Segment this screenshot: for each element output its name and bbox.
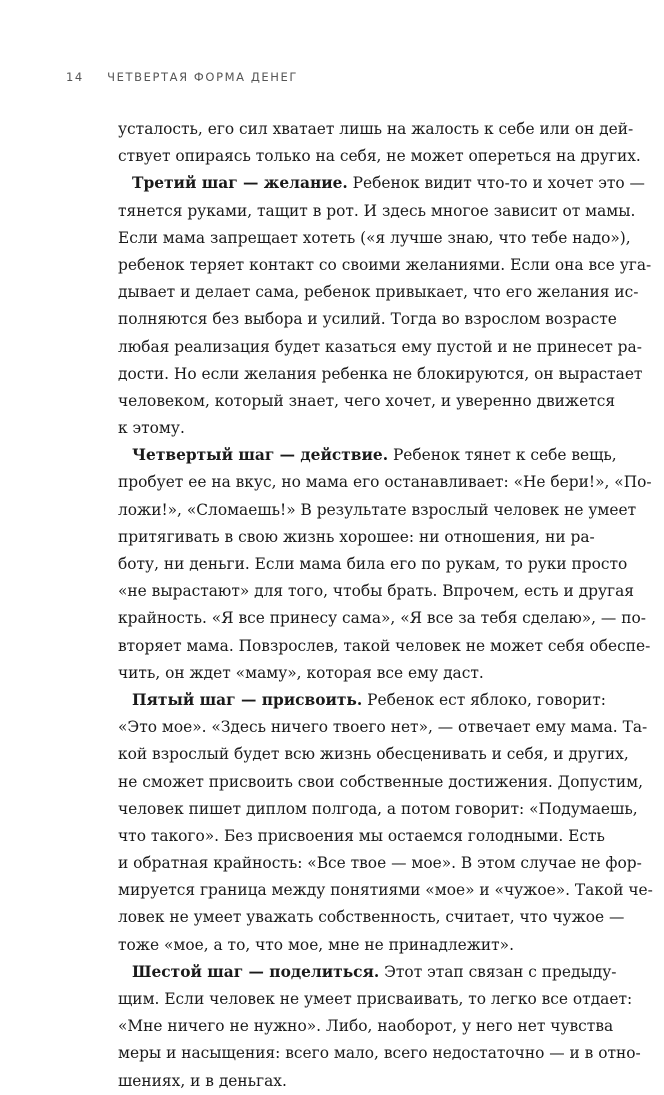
line-text: ложи!», «Сломаешь!» В результате взрослый человек не умеет <box>118 500 637 519</box>
step-heading: Пятый шаг — присвоить. <box>132 690 363 709</box>
text-line <box>118 198 636 225</box>
text-line <box>118 279 639 306</box>
line-text: ловек не умеет уважать собственность, считает, что чужое — <box>118 908 625 927</box>
chapter-title: ЧЕТВЕРТАЯ ФОРМА ДЕНЕГ <box>107 70 299 84</box>
line-text: дости. Но если желания ребенка не блокируются, он вырастает <box>118 364 643 383</box>
text-line <box>118 714 648 741</box>
line-text: усталость, его сил хватает лишь на жалость к себе или он дей- <box>118 120 634 138</box>
line-text: крайность. «Я все принесу сама», «Я все за тебя сделаю», — по- <box>118 609 646 628</box>
text-line <box>118 769 644 796</box>
text-line <box>118 932 544 959</box>
line-text: и обратная крайность: «Все твое — мое». В этом случае не фор- <box>118 854 642 873</box>
line-text: любая реализация будет казаться ему пустой и не принесет ра- <box>118 337 642 356</box>
text-line <box>118 225 631 252</box>
step-heading: Третий шаг — желание. <box>132 174 348 193</box>
line-text: меры и насыщения: всего мало, всего недостаточно — и в отно- <box>118 1044 641 1063</box>
line-text: ствует опираясь только на себя, не может опереться на других. <box>118 147 641 166</box>
text-line <box>118 497 637 524</box>
text-line <box>118 877 653 904</box>
line-text: щим. Если человек не умеет присваивать, то легко все отдает: <box>118 990 633 1008</box>
line-text: вторяет мама. Повзрослев, такой человек не может себя обеспе- <box>118 636 651 655</box>
text-line <box>118 116 634 143</box>
line-text: мируется граница между понятиями «мое» и «чужое». Такой че- <box>118 881 653 900</box>
line-text: Ребенок ест яблоко, говорит: <box>362 690 606 709</box>
text-line <box>118 442 617 469</box>
text-line <box>118 306 617 333</box>
text-line <box>118 904 625 931</box>
text-line <box>118 741 629 768</box>
text-line <box>118 524 595 551</box>
running-head <box>66 70 298 84</box>
text-line <box>118 823 605 850</box>
text-line <box>118 660 544 687</box>
line-text: «Мне ничего не нужно». Либо, наоборот, у него нет чувства <box>118 1017 614 1036</box>
line-text: чить, он ждет «маму», которая все ему даст. <box>118 663 484 682</box>
line-text: Ребенок тянет к себе вещь, <box>388 446 617 465</box>
line-text: тянется руками, тащит в рот. И здесь многое зависит от мамы. <box>118 201 636 220</box>
line-text: ребенок теряет контакт со своими желаниями. Если она все уга- <box>118 255 652 274</box>
line-text: притягивать в свою жизнь хорошее: ни отношения, ни ра- <box>118 527 595 546</box>
line-text: шениях, и в деньгах. <box>118 1071 287 1090</box>
line-text: пробует ее на вкус, но мама его останавливает: «Не бери!», «По- <box>118 473 652 492</box>
line-text: Ребенок видит что-то и хочет это — <box>347 174 645 193</box>
line-text: дывает и делает сама, ребенок привыкает, что его желания ис- <box>118 283 639 302</box>
text-line <box>118 469 652 496</box>
text-line <box>118 1040 641 1067</box>
step-heading: Шестой шаг — поделиться. <box>132 962 380 981</box>
text-line <box>118 415 544 442</box>
line-text: Если мама запрещает хотеть («я лучше знаю, что тебе надо»), <box>118 228 631 247</box>
line-text: полняются без выбора и усилий. Тогда во взрослом возрасте <box>118 310 617 329</box>
line-text: не сможет присвоить свои собственные достижения. Допустим, <box>118 772 644 791</box>
page-number: 14 <box>66 70 84 84</box>
body-text <box>118 116 653 1095</box>
text-line <box>118 1013 614 1040</box>
text-line <box>118 578 634 605</box>
text-line <box>118 1068 544 1095</box>
line-text: кой взрослый будет всю жизнь обесценивать и себя, и других, <box>118 745 629 764</box>
text-line <box>118 605 646 632</box>
text-line <box>118 143 641 170</box>
text-line <box>118 850 642 877</box>
line-text: человек пишет диплом полгода, а потом говорит: «Подумаешь, <box>118 799 638 818</box>
text-line <box>118 687 606 714</box>
text-line <box>118 170 645 197</box>
text-line <box>118 334 642 361</box>
line-text: что такого». Без присвоения мы остаемся голодными. Есть <box>118 826 605 845</box>
text-line <box>118 252 652 279</box>
line-text: тоже «мое, а то, что мое, мне не принадлежит». <box>118 935 514 954</box>
step-heading: Четвертый шаг — действие. <box>132 446 389 465</box>
text-line <box>118 633 651 660</box>
text-line <box>118 959 617 986</box>
line-text: «Это мое». «Здесь ничего твоего нет», — отвечает ему мама. Та- <box>118 718 648 737</box>
text-line <box>118 796 638 823</box>
text-line <box>118 361 643 388</box>
line-text: боту, ни деньги. Если мама била его по рукам, то руки просто <box>118 555 628 573</box>
line-text: человеком, который знает, чего хочет, и уверенно движется <box>118 391 616 410</box>
line-text: «не вырастают» для того, чтобы брать. Впрочем, есть и другая <box>118 582 634 601</box>
line-text: к этому. <box>118 419 185 438</box>
text-line <box>118 551 628 578</box>
text-line <box>118 388 616 415</box>
line-text: Этот этап связан с предыду- <box>379 962 617 981</box>
